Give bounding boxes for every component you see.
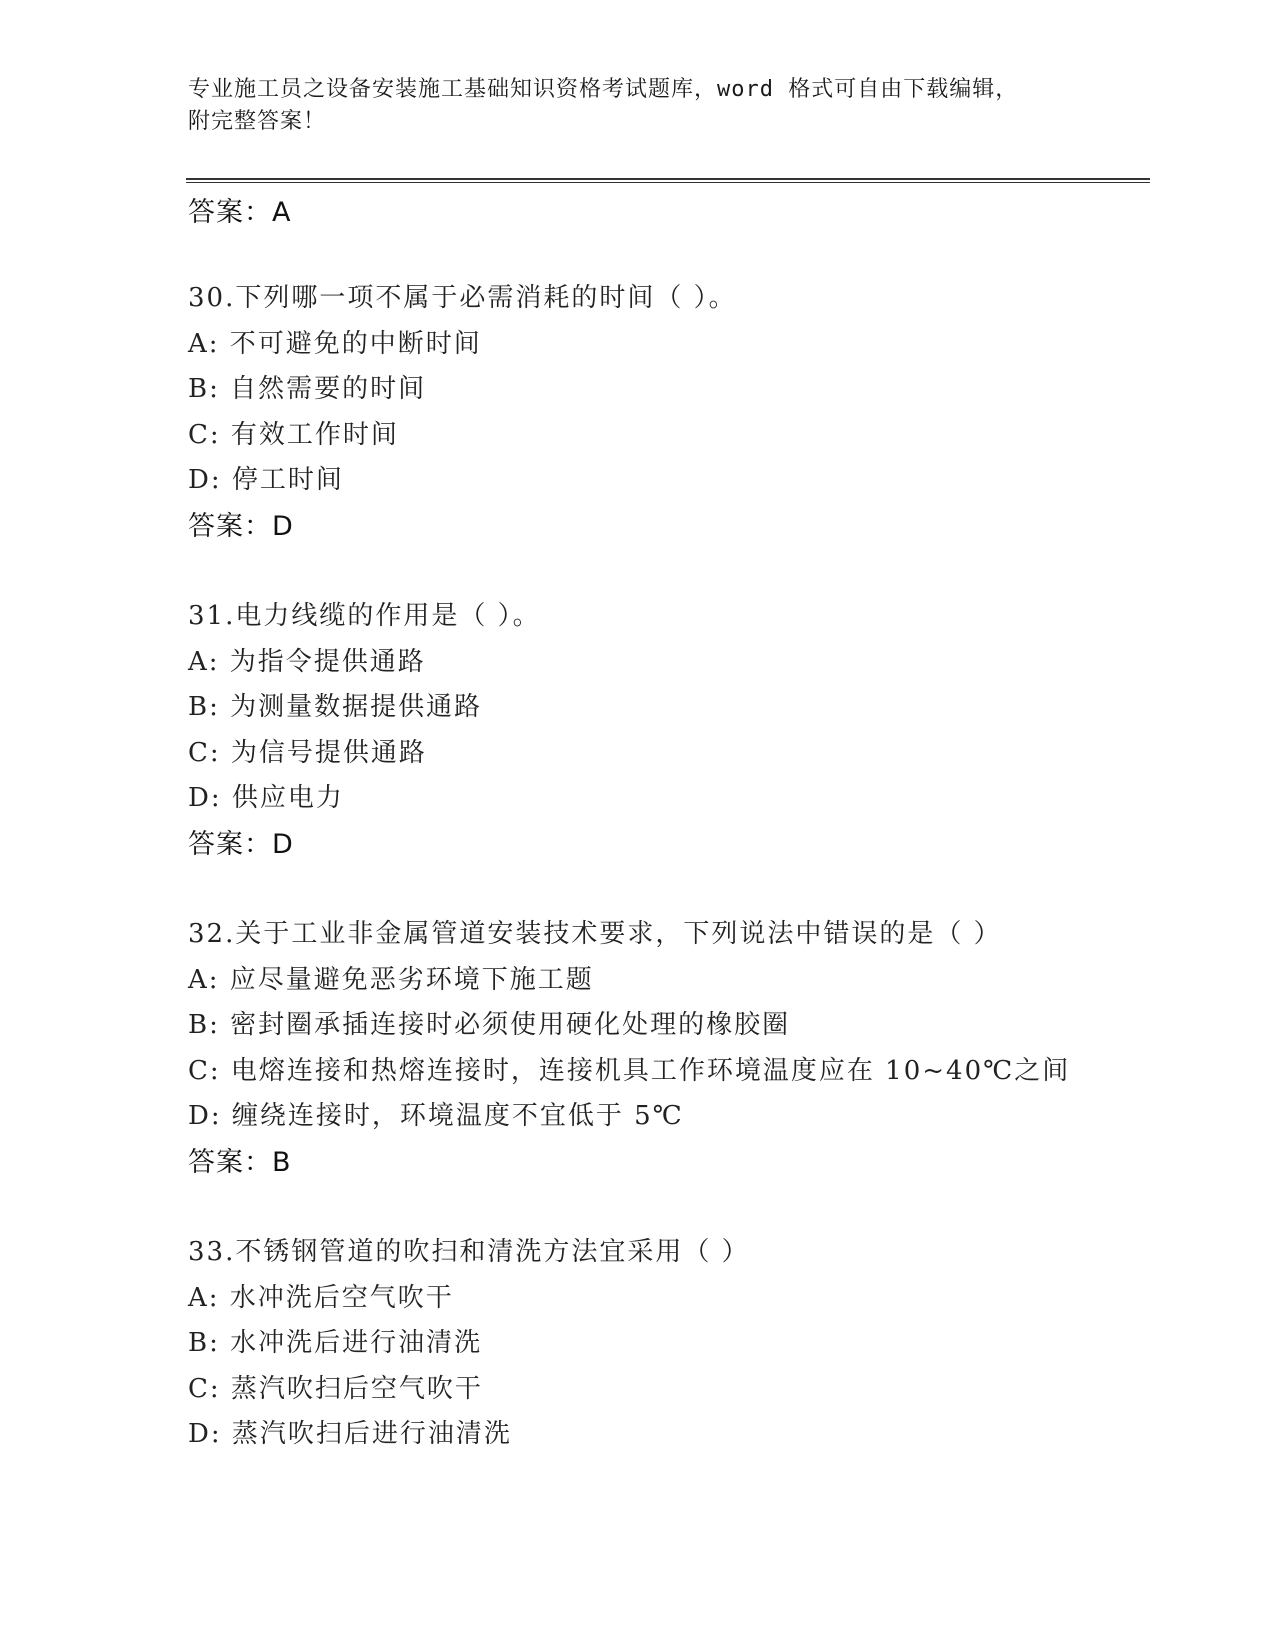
option-d: D: 供应电力 xyxy=(188,783,344,813)
option-c: C: 电熔连接和热熔连接时，连接机具工作环境温度应在 10~40℃之间 xyxy=(188,1055,1071,1086)
question-stem: 33.不锈钢管道的吹扫和清洗方法宜采用（ ） xyxy=(188,1237,750,1267)
option-c: C: 为信号提供通路 xyxy=(188,737,427,768)
header-line-2: 附完整答案！ xyxy=(188,109,327,134)
answer-label: 答案：D xyxy=(188,828,294,860)
option-a: A: 为指令提供通路 xyxy=(188,646,426,677)
answer-label: 答案：D xyxy=(188,510,294,542)
question-31 xyxy=(188,594,1148,867)
question-list xyxy=(188,276,1148,1503)
option-a: A: 水冲洗后空气吹干 xyxy=(188,1282,454,1313)
answer-label: 答案：A xyxy=(188,197,292,228)
option-c: C: 有效工作时间 xyxy=(188,419,399,450)
question-stem: 32.关于工业非金属管道安装技术要求，下列说法中错误的是（ ） xyxy=(188,919,1002,949)
question-stem: 31.电力线缆的作用是（ ）。 xyxy=(188,601,541,631)
answer-label: 答案：B xyxy=(188,1146,292,1178)
option-d: D: 缠绕连接时，环境温度不宜低于 5℃ xyxy=(188,1101,684,1131)
question-32 xyxy=(188,912,1148,1185)
option-a: A: 应尽量避免恶劣环境下施工题 xyxy=(188,964,594,995)
document-header xyxy=(188,74,1068,138)
question-30 xyxy=(188,276,1148,549)
option-d: D: 蒸汽吹扫后进行油清洗 xyxy=(188,1419,512,1449)
option-b: B: 自然需要的时间 xyxy=(188,374,427,404)
question-stem: 30.下列哪一项不属于必需消耗的时间（ ）。 xyxy=(188,283,737,313)
option-c: C: 蒸汽吹扫后空气吹干 xyxy=(188,1373,483,1404)
option-b: B: 水冲洗后进行油清洗 xyxy=(188,1328,483,1358)
option-a: A: 不可避免的中断时间 xyxy=(188,328,482,359)
header-line-1: 专业施工员之设备安装施工基础知识资格考试题库，word 格式可自由下载编辑， xyxy=(188,77,1019,102)
option-d: D: 停工时间 xyxy=(188,465,344,495)
option-b: B: 密封圈承插连接时必须使用硬化处理的橡胶圈 xyxy=(188,1010,791,1040)
header-divider xyxy=(186,178,1150,183)
question-33 xyxy=(188,1230,1148,1458)
option-b: B: 为测量数据提供通路 xyxy=(188,692,483,722)
